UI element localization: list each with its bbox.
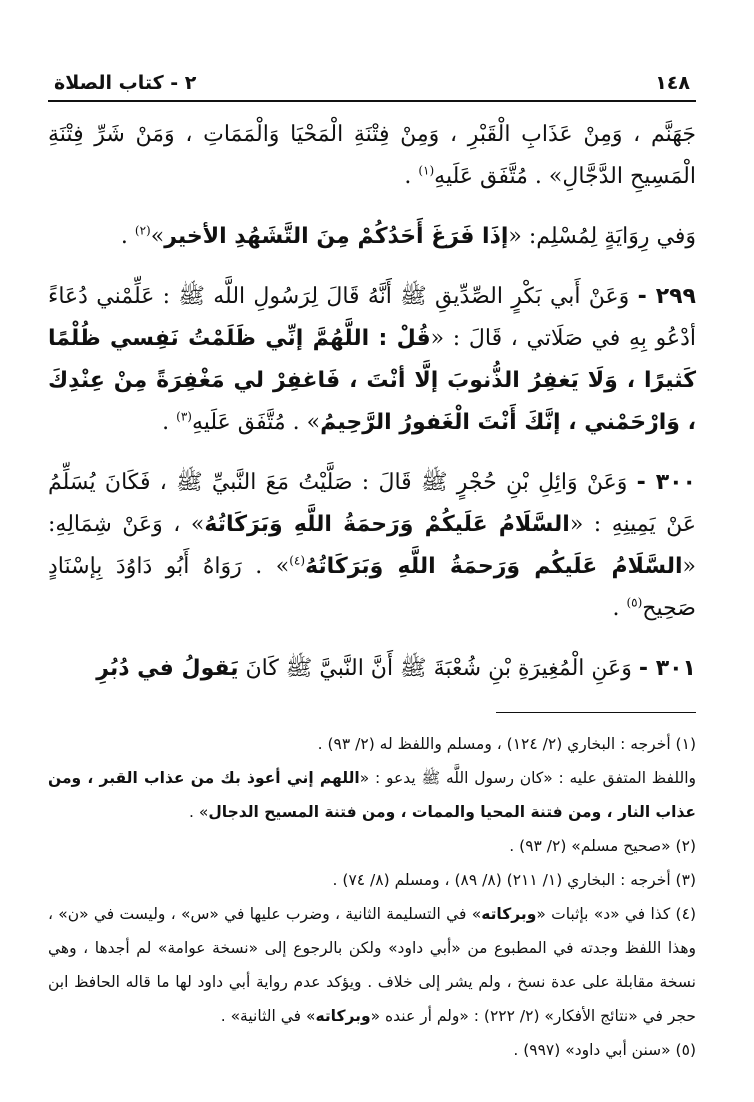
- footnote-separator: [496, 712, 696, 713]
- footnote-1: (١) أخرجه : البخاري (٢/ ١٢٤) ، ومسلم واللفظ له (٢/ ٩٣) .: [317, 735, 696, 753]
- page-header: [48, 72, 696, 100]
- hadith-quote: إذَا فَرَغَ أَحَدُكُمْ مِنَ التَّشَهُدِ الأخير: [164, 224, 509, 249]
- footnote-4: (٤) كذا في «د» بإثبات «وبركاته» في التسليمة الثانية ، وضرب عليها في «س» ، وليست في «ن» ، وهذا اللفظ وجدته في المطبوع من «أبي داود» ولكن بالرجوع إلى «نسخة عوامة» لم أجدها ، وهي نسخة مقابلة على عدة نسخ ، ولم يشر إلى خلاف . ويؤكد عدم رواية أبي داود لها ما قاله الحافظ ابن حجر في «نتائج الأفكار» (٢/ ٢٢٢) : «ولم أر عنده «وبركاته» في الثانية» .: [48, 905, 696, 1025]
- chapter-title: ٢ - كتاب الصلاة: [54, 72, 197, 94]
- footnote-ref: (٥): [626, 595, 643, 610]
- hadith-number: ٣٠٠ -: [636, 470, 696, 495]
- hadith-299: ٢٩٩ - وَعَنْ أَبي بَكْرٍ الصِّدِّيقِ ﷺ أَنَّهُ قَالَ لِرَسُولِ اللَّه ﷺ : عَلِّمْني دُعَاءً أدْعُو بِهِ في صَلَاتي ، قَالَ : «قُلْ : اللَّهُمَّ إنِّي ظَلَمْتُ نَفِسي ظُلْمًا كَثيرًا ، وَلَا يَغفِرُ الذُّنوبَ إلَّا أنْتَ ، فَاغفِرْ لي مَغْفِرَةً مِنْ عِنْدِكَ ، وَارْحَمْني ، إنَّكَ أَنْتَ الْغَفورُ الرَّحِيمُ» . مُتَّفَق عَلَيهِ$^{(٣)}$ .: [48, 284, 696, 435]
- paragraph-muslim-narration: وَفي رِوَايَةٍ لِمُسْلِم: «إذَا فَرَغَ أَحَدُكُمْ مِنَ التَّشَهُدِ الأخير»$^{(٢)}$ .: [120, 223, 696, 249]
- footnote-ref: (٢): [134, 223, 151, 238]
- hadith-number: ٢٩٩ -: [637, 284, 696, 309]
- hadith-quote: السَّلَامُ عَلَيكُمْ وَرَحمَةُ اللَّهِ وَبَرَكَاتُهُ: [204, 512, 570, 537]
- footnote-5: (٥) «سنن أبي داود» (٩٩٧) .: [513, 1041, 696, 1059]
- hadith-quote: يَقولُ في دُبُرِ: [96, 656, 239, 681]
- footnote-2: (٢) «صحيح مسلم» (٢/ ٩٣) .: [509, 837, 696, 855]
- footnote-ref: (٣): [176, 409, 192, 424]
- hadith-number: ٣٠١ -: [638, 656, 696, 681]
- hadith-301: ٣٠١ - وَعَنِ الْمُغِيرَةِ بْنِ شُعْبَةَ ﷺ أَنَّ النَّبيَّ ﷺ كَانَ يَقولُ في دُبُرِ: [96, 656, 696, 681]
- header-rule: [48, 100, 696, 102]
- footnote-ref: (٤): [289, 553, 306, 568]
- footnote-1-cont: واللفظ المتفق عليه : «كان رسول اللَّه ﷺ يدعو : «اللهم إني أعوذ بك من عذاب القبر ، ومن عذاب النار ، ومن فتنة المحيا والممات ، ومن فتنة المسيح الدجال» .: [48, 769, 696, 821]
- page-number: ١٤٨: [655, 72, 690, 94]
- hadith-300: ٣٠٠ - وَعَنْ وَائِلِ بْنِ حُجْرٍ ﷺ قَالَ : صَلَّيْتُ مَعَ النَّبيِّ ﷺ ، فَكَانَ يُسَلِّمُ عَنْ يَمِينِهِ : «السَّلَامُ عَلَيكُمْ وَرَحمَةُ اللَّهِ وَبَرَكَاتُهُ» ، وَعَنْ شِمَالِهِ: «السَّلَامُ عَلَيكُم وَرَحمَةُ اللَّهِ وَبَرَكَاتُهُ$^{(٤)}$» . رَوَاهُ أَبُو دَاوُدَ بِإسْنَادٍ صَحِيح$^{(٥)}$ .: [48, 470, 696, 621]
- hadith-quote: قُلْ : اللَّهُمَّ إنِّي ظَلَمْتُ نَفِسي ظُلْمًا كَثيرًا ، وَلَا يَغفِرُ الذُّنوبَ إلَّا أنْتَ ، فَاغفِرْ لي مَغْفِرَةً مِنْ عِنْدِكَ ، وَارْحَمْني ، إنَّكَ أَنْتَ الْغَفورُ الرَّحِيمُ: [48, 326, 696, 435]
- main-text: [48, 114, 696, 690]
- footnotes: [48, 727, 696, 1067]
- footnote-3: (٣) أخرجه : البخاري (١/ ٢١١) (٨/ ٨٩) ، ومسلم (٨/ ٧٤) .: [332, 871, 696, 889]
- hadith-quote: السَّلَامُ عَلَيكُم وَرَحمَةُ اللَّهِ وَبَرَكَاتُهُ: [305, 554, 683, 579]
- paragraph-continuation: جَهَنَّم ، وَمِنْ عَذَابِ الْقَبْرِ ، وَمِنْ فِتْنَةِ الْمَحْيَا وَالْمَمَاتِ ، وَمَنْ شَرِّ فِتْنَةِ الْمَسِيحِ الدَّجَّالِ» . مُتَّفَق عَلَيهِ$^{(١)}$ .: [48, 122, 696, 189]
- footnote-ref: (١): [418, 163, 435, 178]
